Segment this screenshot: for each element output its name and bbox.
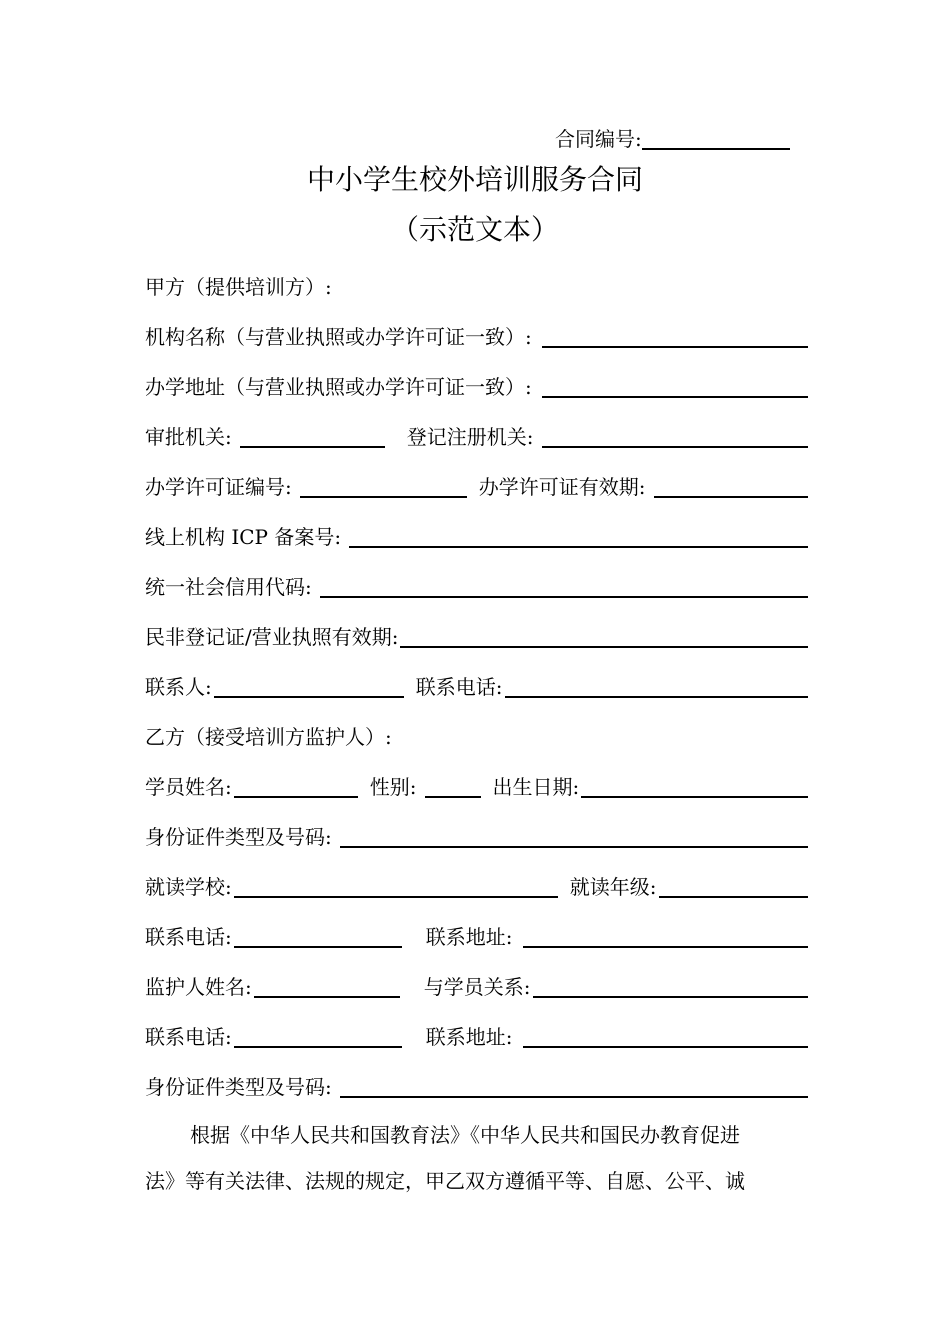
- student-id-field[interactable]: [340, 845, 808, 848]
- contact-person-label: 联系人:: [145, 675, 212, 699]
- icp-field[interactable]: [349, 545, 808, 548]
- org-name-row: [145, 318, 808, 350]
- contract-number-row: [555, 122, 790, 152]
- school-address-field[interactable]: [542, 395, 808, 398]
- party-b-address-label: 联系地址:: [425, 925, 513, 949]
- party-a-phone-field[interactable]: [505, 695, 809, 698]
- license-row: [145, 468, 808, 500]
- cert-validity-row: [145, 618, 808, 650]
- contract-number-field[interactable]: [642, 147, 790, 150]
- party-b-address-field[interactable]: [523, 945, 809, 948]
- guardian-row: [145, 968, 808, 1000]
- party-b-contact-row: [145, 918, 808, 950]
- body-line-1: 根据《中华人民共和国教育法》《中华人民共和国民办教育促进: [190, 1123, 740, 1147]
- party-a-phone-label: 联系电话:: [415, 675, 503, 699]
- authority-row: [145, 418, 808, 450]
- document-subtitle: （示范文本）: [390, 213, 559, 246]
- icp-row: [145, 518, 808, 550]
- student-id-label: 身份证件类型及号码:: [145, 825, 332, 849]
- party-b-phone-field[interactable]: [234, 945, 402, 948]
- cert-validity-field[interactable]: [400, 645, 808, 648]
- credit-code-field[interactable]: [320, 595, 808, 598]
- license-number-label: 办学许可证编号:: [145, 475, 292, 499]
- credit-code-label: 统一社会信用代码:: [145, 575, 312, 599]
- approval-authority-field[interactable]: [240, 445, 385, 448]
- school-label: 就读学校:: [145, 875, 232, 899]
- approval-authority-label: 审批机关:: [145, 425, 232, 449]
- grade-field[interactable]: [659, 895, 809, 898]
- guardian-address-label: 联系地址:: [425, 1025, 513, 1049]
- guardian-name-label: 监护人姓名:: [145, 975, 252, 999]
- party-a-heading: 甲方（提供培训方）:: [145, 275, 332, 299]
- gender-field[interactable]: [425, 795, 481, 798]
- registration-authority-label: 登记注册机关:: [406, 425, 534, 449]
- student-id-row: [145, 818, 808, 850]
- org-name-field[interactable]: [542, 345, 808, 348]
- school-address-row: [145, 368, 808, 400]
- party-b-heading: 乙方（接受培训方监护人）:: [145, 725, 392, 749]
- icp-label: 线上机构 ICP 备案号:: [145, 525, 342, 549]
- student-name-label: 学员姓名:: [145, 775, 232, 799]
- party-b-heading-row: [145, 718, 808, 750]
- guardian-name-field[interactable]: [254, 995, 400, 998]
- birth-date-label: 出生日期:: [492, 775, 580, 799]
- party-b-phone-label: 联系电话:: [145, 925, 232, 949]
- body-line-2: 法》等有关法律、法规的规定，甲乙双方遵循平等、自愿、公平、诚: [145, 1169, 745, 1193]
- guardian-phone-label: 联系电话:: [145, 1025, 232, 1049]
- license-validity-label: 办学许可证有效期:: [478, 475, 646, 499]
- school-row: [145, 868, 808, 900]
- relation-label: 与学员关系:: [423, 975, 531, 999]
- school-address-label: 办学地址（与营业执照或办学许可证一致）:: [145, 375, 532, 399]
- student-row: [145, 768, 808, 800]
- guardian-address-field[interactable]: [523, 1045, 809, 1048]
- license-number-field[interactable]: [300, 495, 467, 498]
- guardian-id-row: [145, 1068, 808, 1100]
- relation-field[interactable]: [533, 995, 809, 998]
- gender-label: 性别:: [369, 775, 417, 799]
- party-a-heading-row: [145, 268, 808, 300]
- document-title: 中小学生校外培训服务合同: [306, 163, 643, 196]
- org-name-label: 机构名称（与营业执照或办学许可证一致）:: [145, 325, 532, 349]
- school-field[interactable]: [234, 895, 558, 898]
- license-validity-field[interactable]: [654, 495, 809, 498]
- cert-validity-label: 民非登记证/营业执照有效期:: [145, 625, 399, 649]
- contract-number-label: 合同编号:: [555, 127, 642, 151]
- registration-authority-field[interactable]: [542, 445, 809, 448]
- guardian-phone-field[interactable]: [234, 1045, 402, 1048]
- contact-person-field[interactable]: [214, 695, 404, 698]
- credit-code-row: [145, 568, 808, 600]
- party-a-contact-row: [145, 668, 808, 700]
- guardian-contact-row: [145, 1018, 808, 1050]
- birth-date-field[interactable]: [581, 795, 808, 798]
- student-name-field[interactable]: [234, 795, 358, 798]
- grade-label: 就读年级:: [569, 875, 657, 899]
- guardian-id-field[interactable]: [340, 1095, 808, 1098]
- guardian-id-label: 身份证件类型及号码:: [145, 1075, 332, 1099]
